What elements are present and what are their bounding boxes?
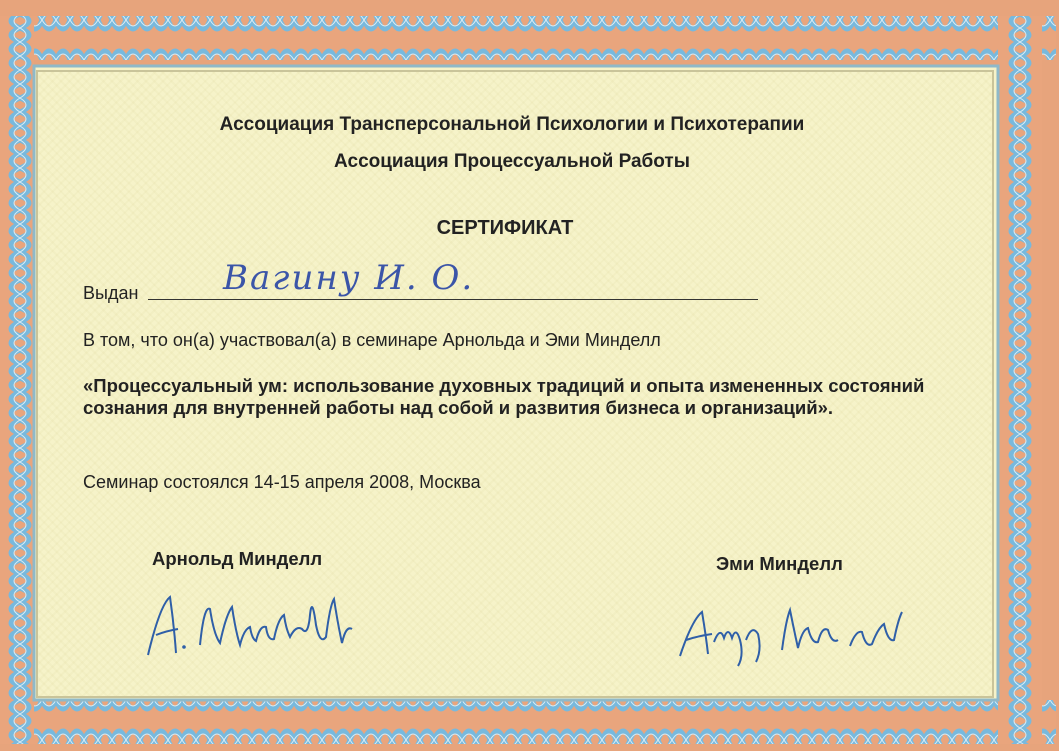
issued-underline (148, 299, 758, 300)
issued-label: Выдан (83, 283, 139, 303)
organization-1: Ассоциация Трансперсональной Психологии и Психотерапии (219, 114, 805, 135)
seminar-title: «Процессуальный ум: использование духовных традиций и опыта измененных состояний сознания для внутренней работы над собой и развития бизнеса и организаций». (83, 375, 925, 418)
recipient-name: Вагину И. О. (223, 258, 475, 298)
participation-text: В том, что он(а) участвовал(а) в семинаре Арнольда и Эми Минделл (83, 330, 661, 350)
signature-1 (140, 585, 380, 665)
signer-1-name: Арнольд Минделл (152, 548, 323, 569)
signature-2 (672, 590, 922, 670)
seminar-date-place: Семинар состоялся 14-15 апреля 2008, Москва (83, 472, 481, 492)
organization-2: Ассоциация Процессуальной Работы (334, 151, 690, 172)
signer-2-name: Эми Минделл (716, 553, 843, 574)
certificate-title: СЕРТИФИКАТ (436, 217, 574, 239)
